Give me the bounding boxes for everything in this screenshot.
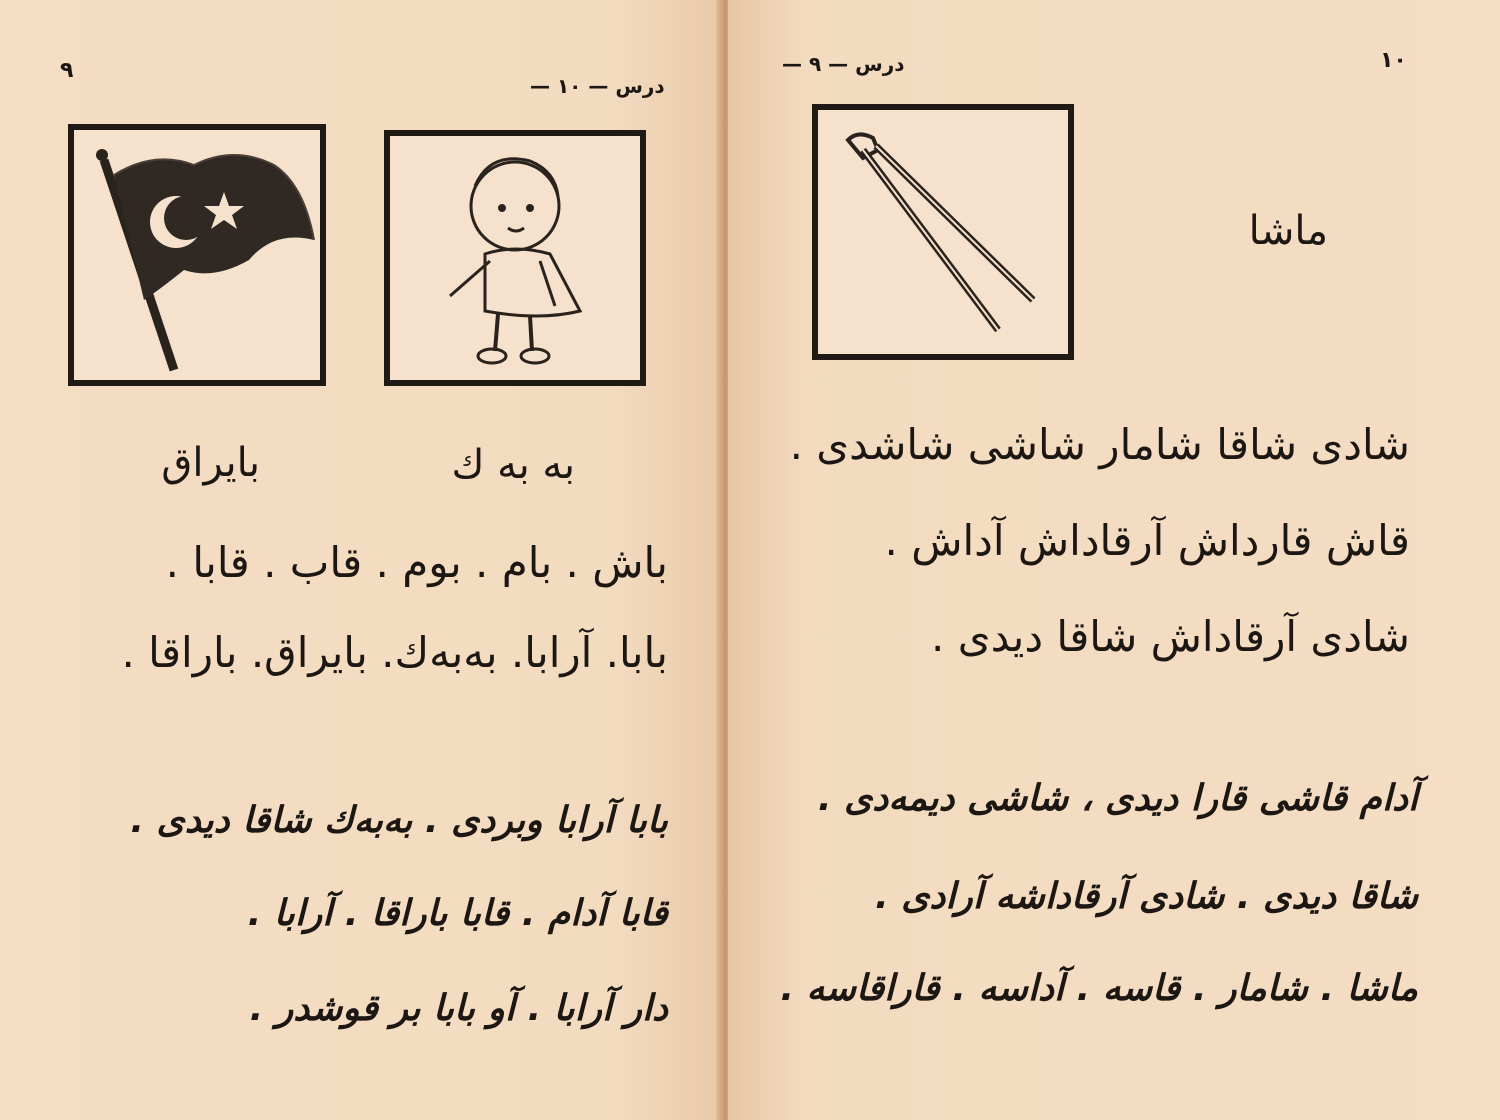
right-page (728, 0, 1500, 1120)
lesson-heading: درس — ۱۰ — (530, 74, 665, 98)
word-flag: بایراق (161, 440, 260, 486)
baby-picture (384, 130, 646, 386)
hand-line-1: بابا آرابا وبردی . بەبەك شاقا دیدی . (130, 800, 668, 841)
hand-line-2: شاقا دیدی . شادی آرقاداشه آرادی . (875, 876, 1418, 917)
hand-line-3: دار آرابا . آو بابا بر قوشدر . (249, 988, 668, 1029)
print-line-2: قاش قارداش آرقاداش آداش . (884, 516, 1410, 565)
flag-picture (68, 124, 326, 386)
hand-line-1: آدام قاشی قارا دیدی ، شاشی دیمەدی . (817, 778, 1418, 819)
tongs-picture (812, 104, 1074, 360)
lesson-heading: درس — ۹ — (782, 52, 905, 76)
left-page (0, 0, 722, 1120)
tongs-icon (818, 110, 1068, 354)
hand-line-3: ماشا . شامار . قاسه . آداسه . قاراقاسه . (780, 968, 1418, 1009)
word-tongs: ماشا (1248, 208, 1328, 254)
print-line-1: باش . بام . بوم . قاب . قابا . (165, 538, 668, 587)
word-baby: به به ك (451, 442, 575, 488)
print-line-2: بابا. آرابا. بەبەك. بایراق. باراقا . (121, 628, 668, 677)
page-number: ۹ (60, 58, 74, 83)
print-line-3: شادی آرقاداش شاقا دیدی . (931, 612, 1410, 661)
hand-line-2: قابا آدام . قابا باراقا . آرابا . (247, 893, 668, 934)
page-number: ۱۰ (1380, 48, 1407, 73)
flag-icon (74, 130, 320, 380)
print-line-1: شادی شاقا شامار شاشی شاشدی . (789, 420, 1410, 469)
baby-icon (390, 136, 640, 380)
